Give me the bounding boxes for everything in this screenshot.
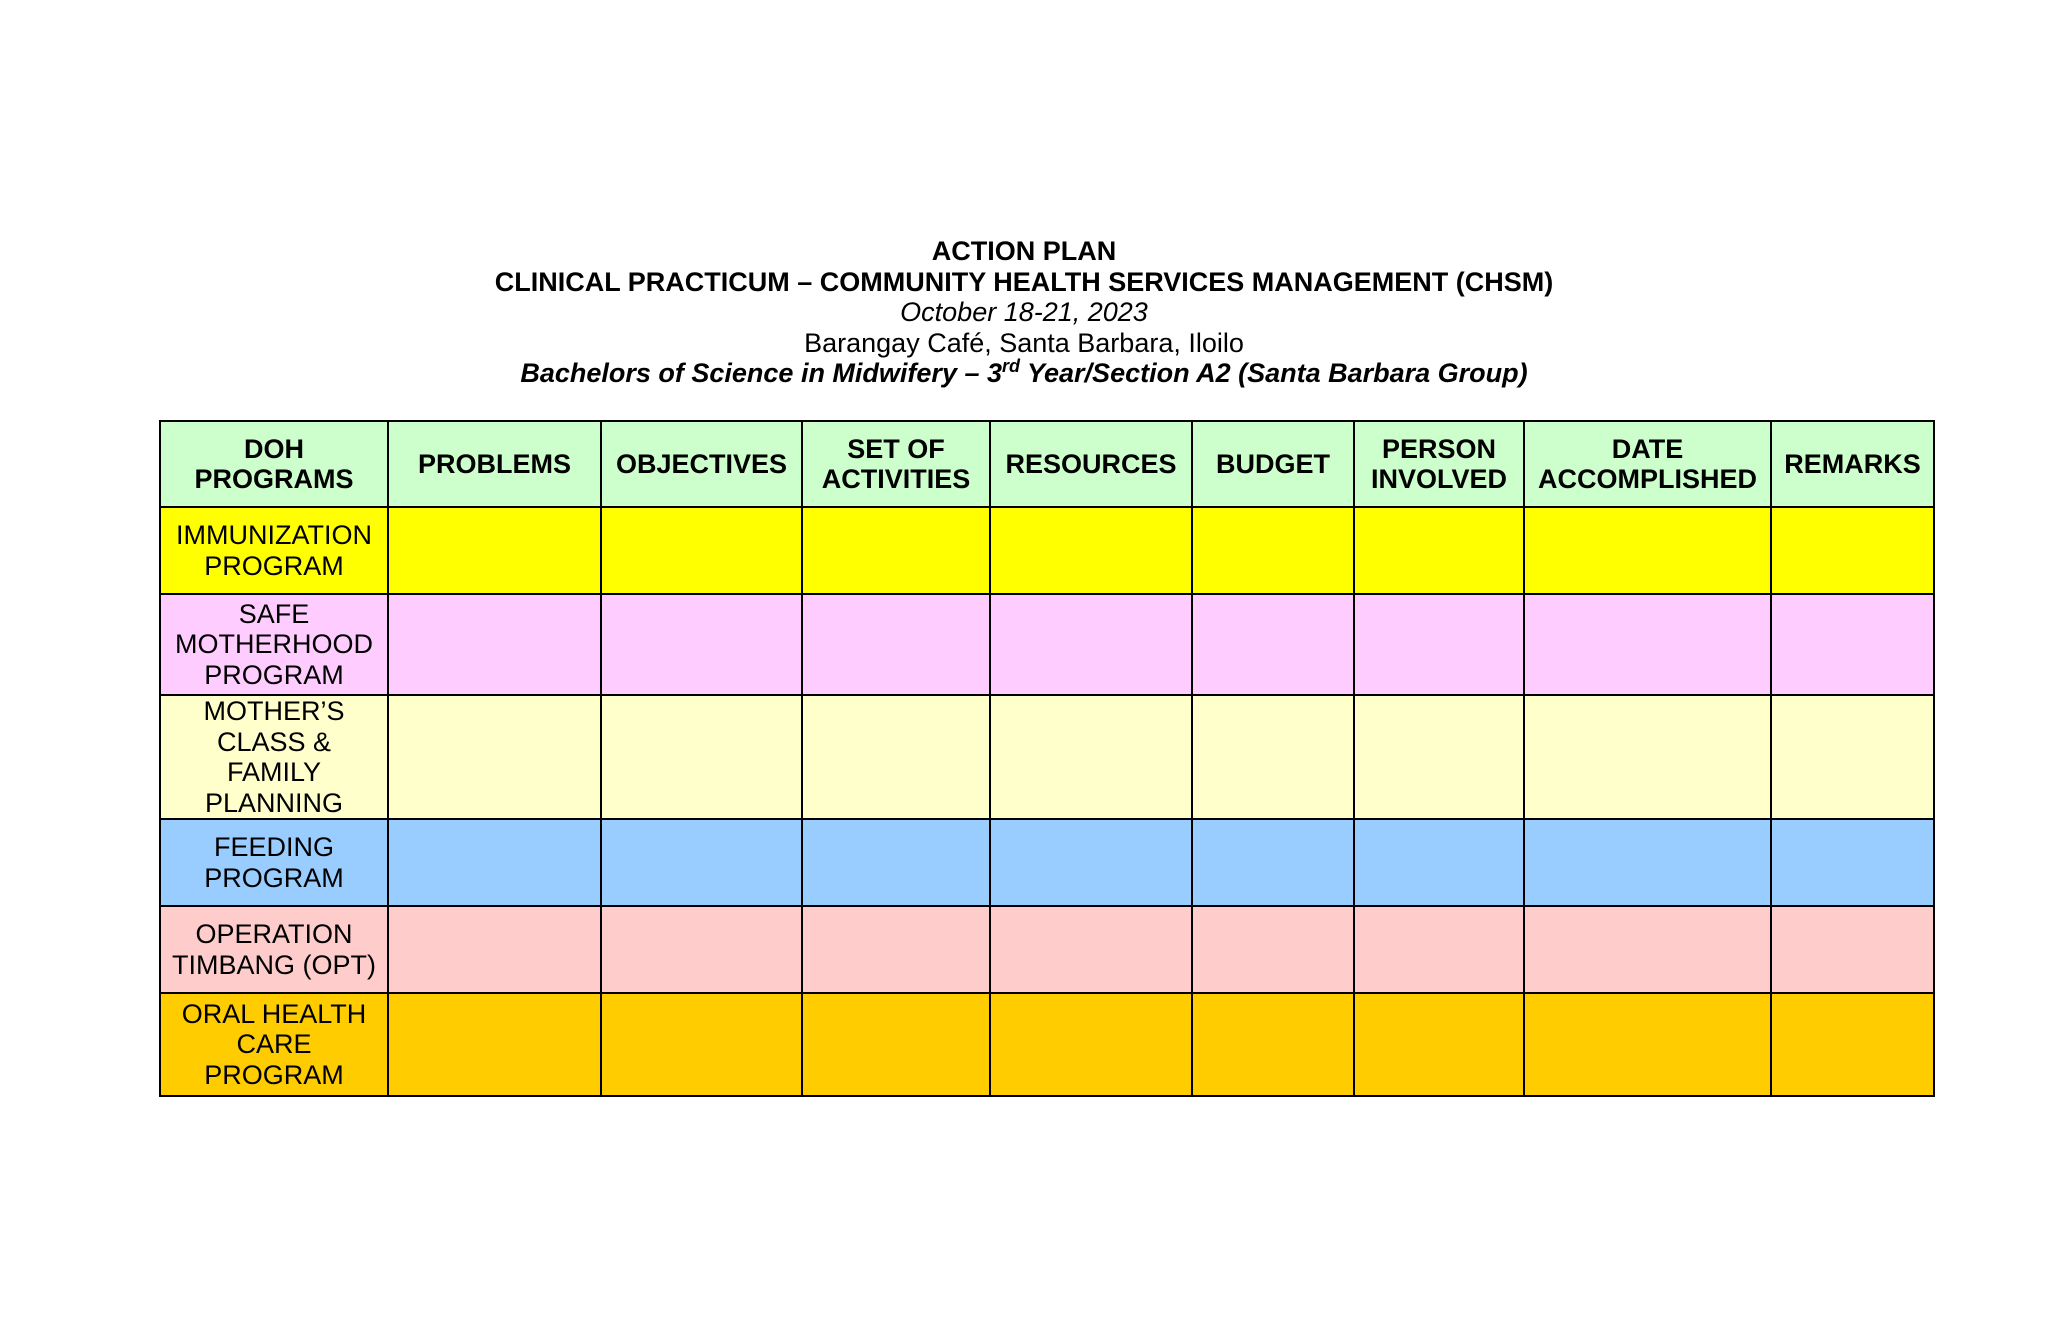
objectives-cell bbox=[601, 594, 802, 695]
document-location: Barangay Café, Santa Barbara, Iloilo bbox=[804, 327, 1244, 358]
program-prefix: Bachelors of Science in Midwifery – 3 bbox=[520, 358, 1002, 388]
remarks-cell bbox=[1771, 993, 1934, 1096]
objectives-cell bbox=[601, 507, 802, 594]
col-header-resources: RESOURCES bbox=[990, 421, 1192, 507]
document-header bbox=[0, 236, 2048, 389]
col-header-problems: PROBLEMS bbox=[388, 421, 601, 507]
table-row bbox=[160, 594, 1934, 695]
problems-cell bbox=[388, 695, 601, 819]
program-name-cell: FEEDING PROGRAM bbox=[160, 819, 388, 906]
person-involved-cell bbox=[1354, 594, 1524, 695]
budget-cell bbox=[1192, 819, 1354, 906]
objectives-cell bbox=[601, 906, 802, 993]
col-header-set-of-activities: SET OF ACTIVITIES bbox=[802, 421, 990, 507]
resources-cell bbox=[990, 906, 1192, 993]
program-name-cell: MOTHER’S CLASS & FAMILY PLANNING bbox=[160, 695, 388, 819]
date-accomplished-cell bbox=[1524, 594, 1771, 695]
col-header-person-involved: PERSON INVOLVED bbox=[1354, 421, 1524, 507]
date-accomplished-cell bbox=[1524, 819, 1771, 906]
document-title: ACTION PLAN bbox=[931, 236, 1117, 266]
table-row bbox=[160, 906, 1934, 993]
remarks-cell bbox=[1771, 819, 1934, 906]
col-header-objectives: OBJECTIVES bbox=[601, 421, 802, 507]
budget-cell bbox=[1192, 993, 1354, 1096]
table-row bbox=[160, 819, 1934, 906]
objectives-cell bbox=[601, 819, 802, 906]
program-name-cell: ORAL HEALTH CARE PROGRAM bbox=[160, 993, 388, 1096]
program-name-cell: OPERATION TIMBANG (OPT) bbox=[160, 906, 388, 993]
person-involved-cell bbox=[1354, 695, 1524, 819]
date-accomplished-cell bbox=[1524, 507, 1771, 594]
remarks-cell bbox=[1771, 594, 1934, 695]
date-accomplished-cell bbox=[1524, 906, 1771, 993]
problems-cell bbox=[388, 819, 601, 906]
program-ordinal: rd bbox=[1002, 356, 1020, 376]
activities-cell bbox=[802, 819, 990, 906]
remarks-cell bbox=[1771, 906, 1934, 993]
col-header-doh-programs: DOH PROGRAMS bbox=[160, 421, 388, 507]
table-header-row bbox=[160, 421, 1934, 507]
remarks-cell bbox=[1771, 507, 1934, 594]
problems-cell bbox=[388, 594, 601, 695]
table-row bbox=[160, 695, 1934, 819]
budget-cell bbox=[1192, 594, 1354, 695]
resources-cell bbox=[990, 819, 1192, 906]
activities-cell bbox=[802, 695, 990, 819]
col-header-date-accomplished: DATE ACCOMPLISHED bbox=[1524, 421, 1771, 507]
date-accomplished-cell bbox=[1524, 993, 1771, 1096]
document-program bbox=[0, 358, 2048, 389]
budget-cell bbox=[1192, 906, 1354, 993]
col-header-budget: BUDGET bbox=[1192, 421, 1354, 507]
resources-cell bbox=[990, 507, 1192, 594]
program-suffix: Year/Section A2 (Santa Barbara Group) bbox=[1020, 358, 1528, 388]
objectives-cell bbox=[601, 993, 802, 1096]
resources-cell bbox=[990, 695, 1192, 819]
activities-cell bbox=[802, 993, 990, 1096]
table-row bbox=[160, 507, 1934, 594]
activities-cell bbox=[802, 507, 990, 594]
objectives-cell bbox=[601, 695, 802, 819]
action-plan-table bbox=[159, 420, 1935, 1097]
remarks-cell bbox=[1771, 695, 1934, 819]
program-name-cell: IMMUNIZATION PROGRAM bbox=[160, 507, 388, 594]
problems-cell bbox=[388, 507, 601, 594]
resources-cell bbox=[990, 594, 1192, 695]
program-name-cell: SAFE MOTHERHOOD PROGRAM bbox=[160, 594, 388, 695]
person-involved-cell bbox=[1354, 906, 1524, 993]
problems-cell bbox=[388, 993, 601, 1096]
activities-cell bbox=[802, 594, 990, 695]
budget-cell bbox=[1192, 695, 1354, 819]
resources-cell bbox=[990, 993, 1192, 1096]
budget-cell bbox=[1192, 507, 1354, 594]
person-involved-cell bbox=[1354, 507, 1524, 594]
document-date: October 18-21, 2023 bbox=[900, 297, 1148, 327]
activities-cell bbox=[802, 906, 990, 993]
document-subtitle: CLINICAL PRACTICUM – COMMUNITY HEALTH SERVICES MANAGEMENT (CHSM) bbox=[494, 266, 1554, 297]
person-involved-cell bbox=[1354, 993, 1524, 1096]
problems-cell bbox=[388, 906, 601, 993]
col-header-remarks: REMARKS bbox=[1771, 421, 1934, 507]
table-row bbox=[160, 993, 1934, 1096]
date-accomplished-cell bbox=[1524, 695, 1771, 819]
person-involved-cell bbox=[1354, 819, 1524, 906]
